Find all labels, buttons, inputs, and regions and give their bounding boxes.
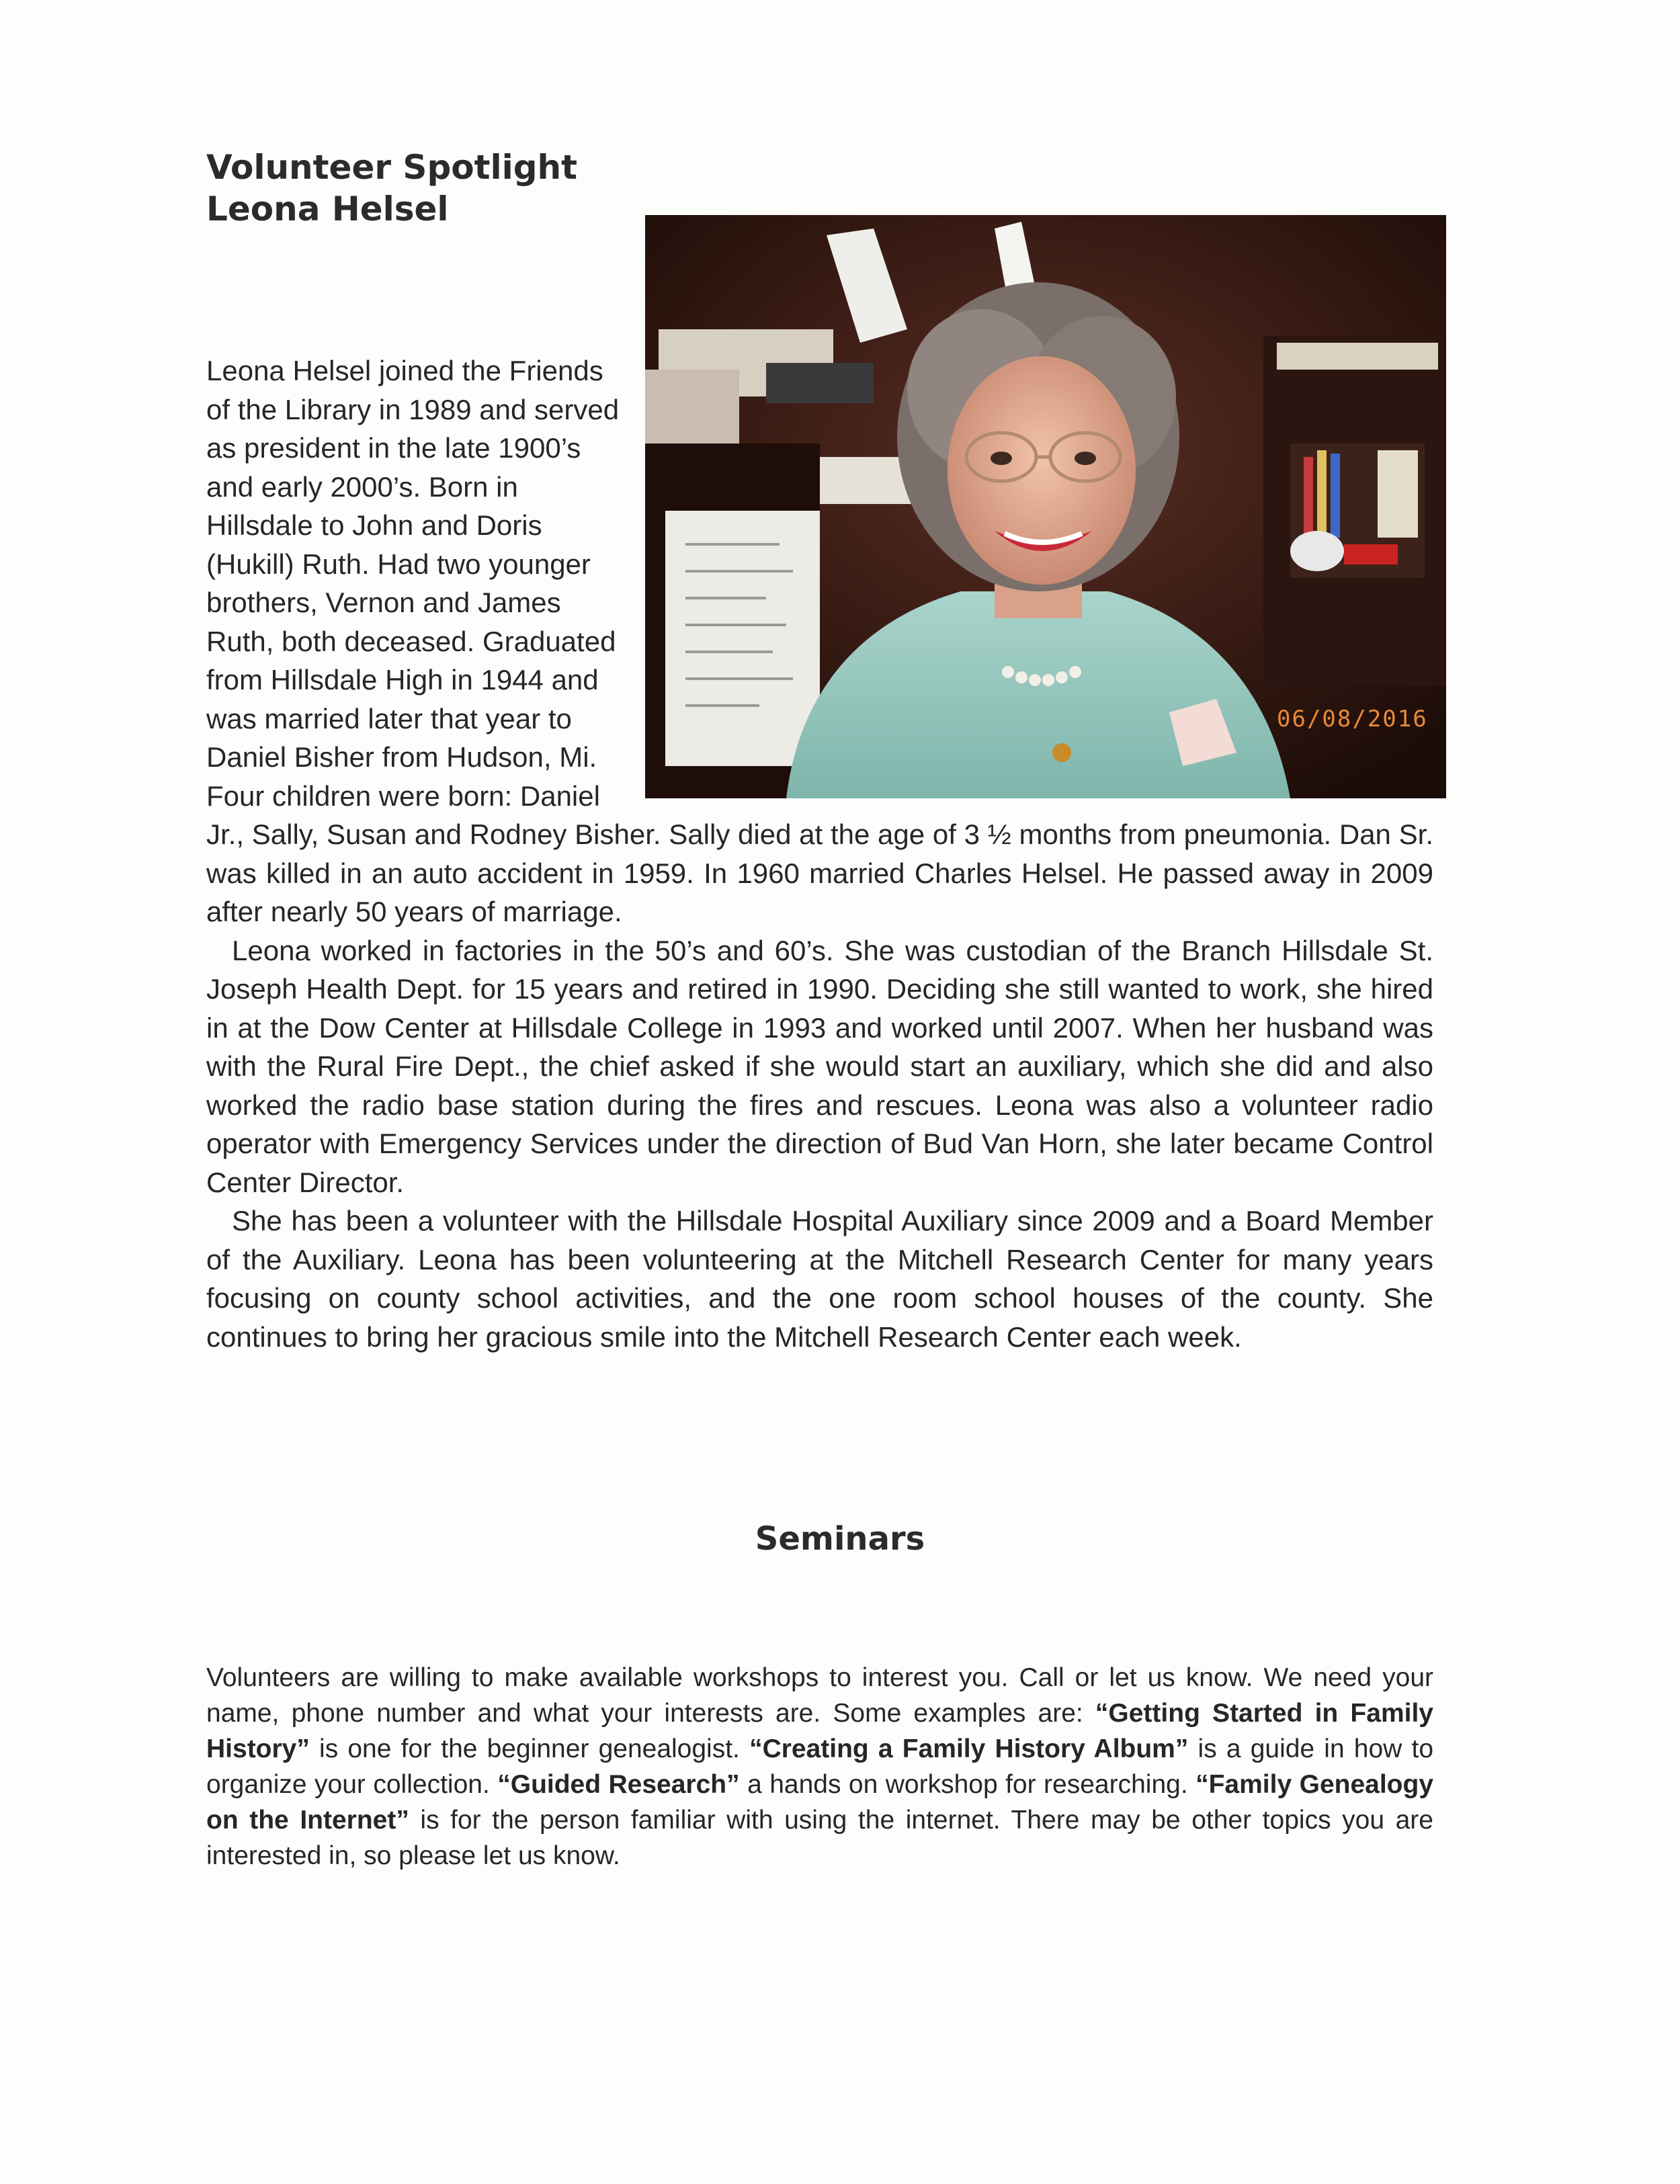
- intro-line: Daniel Bisher from Hudson, Mi.: [206, 741, 597, 773]
- spotlight-body: [206, 815, 1433, 1356]
- intro-line: Ruth, both deceased. Graduated: [206, 625, 616, 657]
- seminars-text: Volunteers are willing to make available workshops to interest you. Call or let us know. We need your name, phone number and what your interests are. Some examples are:: [206, 1663, 1433, 1728]
- spotlight-intro: [206, 351, 622, 815]
- seminar-family-history-album: “Creating a Family History Album”: [749, 1734, 1189, 1763]
- intro-line: Four children were born: Daniel: [206, 780, 600, 812]
- spotlight-paragraph-volunteering: She has been a volunteer with the Hillsdale Hospital Auxiliary since 2009 and a Board Member of the Auxiliary. Leona has been volunteering at the Mitchell Research Center for many years focusing on county school activities, and the one room school houses of the county. She continues to bring her gracious smile into the Mitchell Research Center each week.: [206, 1205, 1433, 1353]
- seminar-getting-started: “Getting Started in Family History”: [206, 1699, 1433, 1763]
- intro-line: Leona Helsel joined the Friends: [206, 355, 603, 386]
- volunteer-photo: [645, 215, 1446, 798]
- seminars-text: a hands on workshop for researching.: [739, 1770, 1196, 1799]
- seminars-title: Seminars: [755, 1520, 925, 1558]
- intro-line: (Hukill) Ruth. Had two younger: [206, 548, 591, 580]
- spotlight-heading: [206, 146, 577, 230]
- intro-line: brothers, Vernon and James: [206, 587, 561, 618]
- intro-line: and early 2000’s. Born in: [206, 470, 518, 503]
- seminar-guided-research: “Guided Research”: [497, 1770, 740, 1799]
- intro-line: from Hillsdale High in 1944 and: [206, 664, 599, 696]
- seminars-text: is for the person familiar with using the internet. There may be other topics you are interested in, so please let us know.: [206, 1806, 1433, 1870]
- intro-line: as president in the late 1900’s: [206, 432, 581, 464]
- spotlight-paragraph-continuation: Jr., Sally, Susan and Rodney Bisher. Sally died at the age of 3 ½ months from pneumonia. Dan Sr. was killed in an auto accident in 1959. In 1960 married Charles Helsel. He passed away in 2009 after nearly 50 years of marriage.: [206, 818, 1433, 927]
- spotlight-paragraph-career: Leona worked in factories in the 50’s and 60’s. She was custodian of the Branch Hillsdale St. Joseph Health Dept. for 15 years and retired in 1990. Deciding she still wanted to work, she hired in at the Dow Center at Hillsdale College in 1993 and worked until 2007. When her husband was with the Rural Fire Dept., the chief asked if she would start an auxiliary, which she did and also worked the radio base station during the fires and rescues. Leona was also a volunteer radio operator with Emergency Services under the direction of Bud Van Horn, she later became Control Center Director.: [206, 934, 1433, 1198]
- photo-date-stamp: 06/08/2016: [1277, 706, 1428, 732]
- intro-line: Hillsdale to John and Doris: [206, 509, 542, 541]
- seminars-description: [206, 1660, 1433, 1874]
- seminars-text: is a guide in how to organize your collection.: [206, 1734, 1434, 1799]
- spotlight-title: Volunteer Spotlight: [206, 148, 578, 187]
- intro-line: of the Library in 1989 and served: [206, 393, 620, 425]
- seminars-text: is one for the beginner genealogist.: [309, 1734, 750, 1763]
- seminar-genealogy-internet: “Family Genealogy on the Internet”: [206, 1770, 1434, 1835]
- spotlight-subject-name: Leona Helsel: [206, 190, 449, 228]
- intro-line: was married later that year to: [206, 702, 572, 734]
